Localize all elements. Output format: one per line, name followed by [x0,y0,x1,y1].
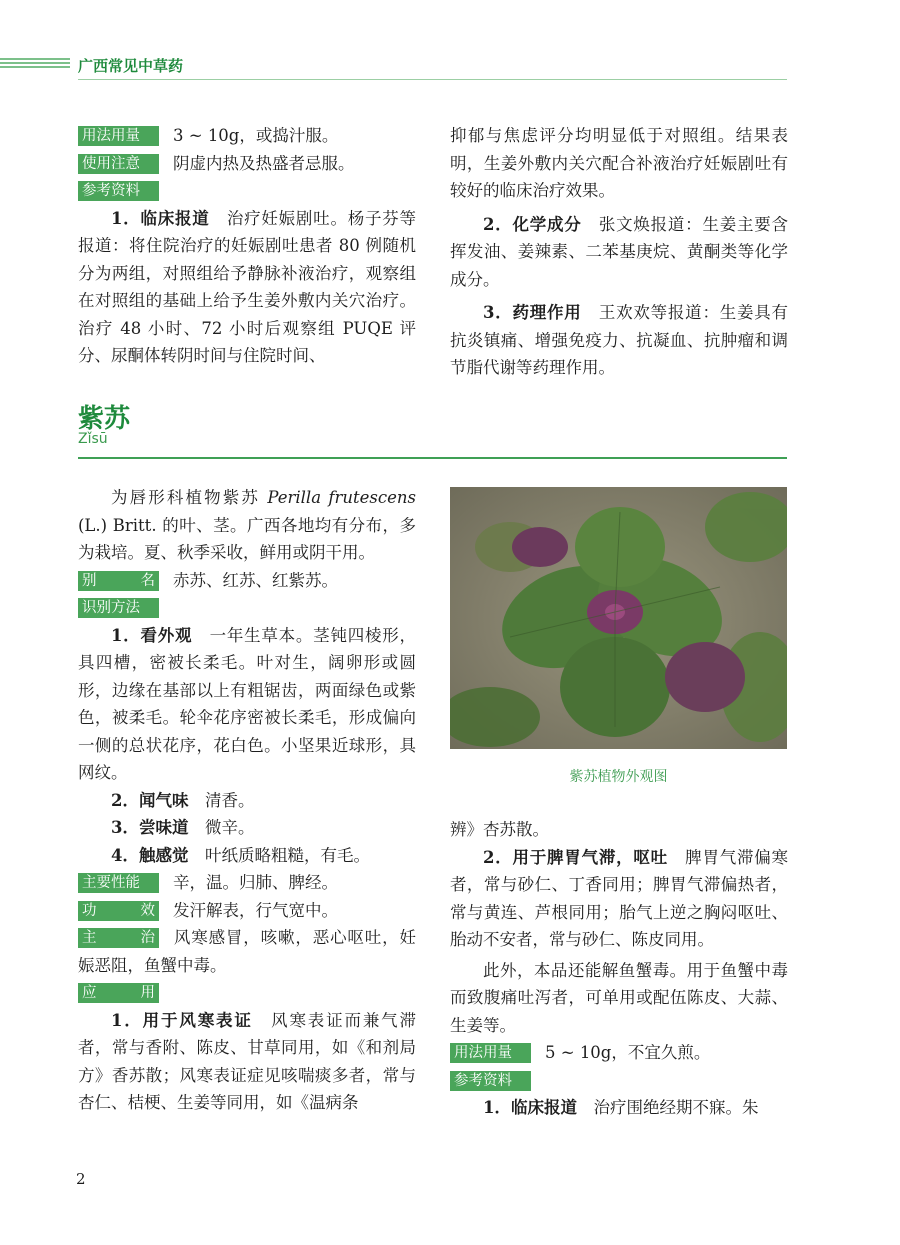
top-right-column [450,122,788,382]
identify-4-heading: 4．触感觉 [111,845,189,865]
effect-tag: 功 效 [78,901,159,921]
running-header: 广西常见中草药 [78,57,184,75]
ref1-heading: 1．临床报道 [111,208,210,228]
ref-clinical-text: 治疗围绝经期不寐。朱 [593,1098,759,1117]
property-tag: 主要性能 [78,873,159,893]
identify-2-text: 清香。 [204,790,255,810]
ref2-heading: 2．化学成分 [483,214,582,234]
perilla-plant-photo [450,487,787,749]
identify-1 [78,622,416,787]
section-title: 紫苏 [78,404,131,434]
apply-2-heading: 2．用于脾胃气滞，呕吐 [483,847,668,867]
extra-paragraph: 此外，本品还能解鱼蟹毒。用于鱼蟹中毒而致腹痛吐泻者，可单用或配伍陈皮、大蒜、生姜等。 [450,960,788,1035]
ref3-paragraph [450,299,788,382]
intro-text-a: 为唇形科植物紫苏 [111,488,268,507]
ref-clinical-paragraph [450,1094,788,1122]
reference-tag-2: 参考资料 [450,1071,531,1091]
page-number: 2 [76,1170,86,1188]
apply-1-continued: 辨》杏苏散。 [450,820,549,839]
apply-tag: 应 用 [78,983,159,1003]
identify-tag: 识别方法 [78,598,159,618]
alias-text: 赤苏、红苏、红紫苏。 [173,570,338,590]
intro-paragraph [78,484,416,567]
ref3-text: 王欢欢等报道：生姜具有抗炎镇痛、增强免疫力、抗凝血、抗肿瘤和调节脂代谢等药理作用。 [450,303,788,377]
identify-1-heading: 1．看外观 [111,625,193,645]
ref-clinical-heading: 1．临床报道 [483,1098,577,1117]
alias-tag: 别 名 [78,571,159,591]
usage-text-2: 5 ~ 10g，不宜久煎。 [545,1043,711,1062]
identify-2-heading: 2．闻气味 [111,790,189,810]
ref1-paragraph [78,205,416,370]
bottom-right-column [450,816,788,1122]
section-rule [78,457,787,459]
property-text: 辛，温。归肺、脾经。 [173,873,338,892]
apply-1-text: 风寒表证而兼气滞者，常与香附、陈皮、甘草同用，如《和剂局方》香苏散；风寒表证症见咳喘痰多者，常与杏仁、桔梗、生姜等同用，如《温病条 [78,1010,417,1112]
latin-name: Perilla frutescens [267,488,416,507]
usage-tag: 用法用量 [78,126,159,146]
identify-4 [78,842,416,870]
intro-text-b: (L.) Britt. 的叶、茎。广西各地均有分布，多为栽培。夏、秋季采收，鲜用或阴干用。 [78,515,416,562]
ref2-paragraph [450,211,788,294]
treat-text: 风寒感冒，咳嗽，恶心呕吐，妊娠恶阻，鱼蟹中毒。 [78,928,416,975]
apply-2-text: 脾胃气滞偏寒者，常与砂仁、丁香同用；脾胃气滞偏热者，常与黄连、芦根同用；胎气上逆之胸闷呕吐、胎动不安者，常与砂仁、陈皮同用。 [450,847,788,949]
ref3-heading: 3．药理作用 [483,303,582,322]
effect-text: 发汗解表，行气宽中。 [173,900,338,920]
header-decoration [0,58,70,72]
reference-tag: 参考资料 [78,181,159,201]
ref1-continued: 抑郁与焦虑评分均明显低于对照组。结果表明，生姜外敷内关穴配合补液治疗妊娠剧吐有较好的临床治疗效果。 [450,126,788,200]
usage-tag-2: 用法用量 [450,1043,531,1063]
identify-3-heading: 3．尝味道 [111,818,189,837]
identify-2 [78,787,416,815]
perilla-illustration [450,487,787,749]
section-pinyin: Zǐsū [78,431,108,447]
bottom-left-column [78,484,416,1117]
identify-4-text: 叶纸质略粗糙，有毛。 [204,845,370,865]
identify-3 [78,814,416,842]
ref2-text: 张文焕报道：生姜主要含挥发油、姜辣素、二苯基庚烷、黄酮类等化学成分。 [450,214,788,289]
header-rule [78,79,787,80]
apply-1 [78,1007,416,1117]
photo-caption: 紫苏植物外观图 [569,769,668,785]
identify-3-text: 微辛。 [204,818,255,837]
usage-text: 3 ~ 10g，或捣汁服。 [173,126,339,145]
identify-1-text: 一年生草本。茎钝四棱形，具四槽，密被长柔毛。叶对生，阔卵形或圆形，边缘在基部以上有粗锯齿，两面绿色或紫色，被柔毛。轮伞花序密被长柔毛，形成偏向一侧的总状花序，花白色。小坚果近球形，具网纹。 [78,625,416,782]
top-left-column [78,122,416,370]
apply-2 [450,844,788,954]
apply-1-heading: 1．用于风寒表证 [111,1010,253,1030]
treat-tag: 主 治 [78,928,159,948]
caution-text: 阴虚内热及热盛者忌服。 [173,153,355,173]
ref1-text: 治疗妊娠剧吐。杨子芬等报道：将住院治疗的妊娠剧吐患者 80 例随机分为两组，对照组给予静脉补液治疗，观察组在对照组的基础上给予生姜外敷内关穴治疗。治疗 48 小时、72 小时后观察组 PUQE 评分、尿酮体转阴时间与住院时间、 [78,208,416,365]
caution-tag: 使用注意 [78,154,159,174]
